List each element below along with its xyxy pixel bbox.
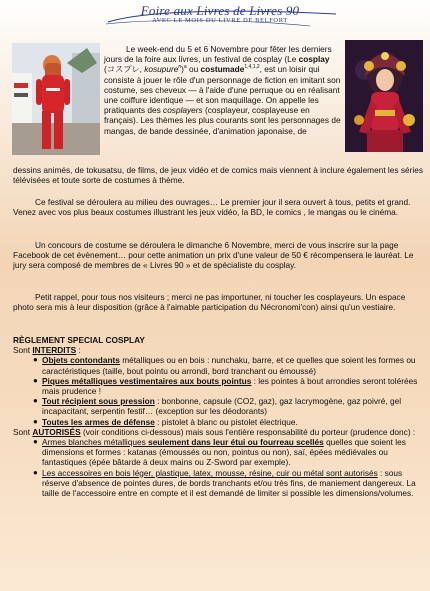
bullet-icon: ● [33,355,38,365]
header-subtitle: AVEC LE MOIS DU LIVRE DE BELFORT [152,17,288,24]
bullet-icon: ● [33,396,38,406]
bullet-icon: ● [33,467,38,477]
rules-heading: RÈGLEMENT SPECIAL COSPLAY [13,335,145,345]
intro-paragraph-continued: dessins animés, de tokusatsu, de films, de jeux vidéo et de comics mais viennent à inclure également les séries télévisées et toute sorte de costumes à thème. [13,165,423,186]
contest-paragraph: Un concours de costume se déroulera le dimanche 6 Novembre, merci de vous inscrire sur la page Facebook de cet évènement… pour cette animation un prix d'une valeur de 50 € récompensera le lauréat. Le jury sera composé de membres de « Livres 90 » et de spécialiste du cosplay. [13,240,414,271]
allowed-list [13,437,423,498]
cosplay-photo-right-image [345,40,423,152]
list-item: ● Toutes les armes de défense : pistolet à blanc ou pistolet électrique. [33,416,298,427]
allowed-heading: Sont AUTORISÉS (voir conditions ci-dessous) mais sous l'entière responsabilité du porteur (prudence donc) : [13,426,416,437]
header [100,4,340,30]
forbidden-list [13,355,423,426]
list-item: ● Objets contondants métalliques ou en bois : nunchaku, barre, et ce quelles que soient les formes ou caractéristiques (taille, bout pointu ou arrondi, bord tranchant ou émoussé) [33,355,416,376]
costumade-term: costumade [200,64,245,75]
list-item: ● Armes blanches métalliques seulement dans leur étui ou fourreau scellés quelles que soient les dimensions et formes : katanas (émoussés ou non, pointus ou non), saï, épées médiévales ou fantastiques (épée bâtarde à deux mains ou Z-Sword par exemple). [33,437,406,468]
cosplay-photo-left [12,43,100,155]
header-swoosh [100,10,340,30]
bullet-icon: ● [33,416,38,426]
list-item: ● Tout récipient sous pression : bonbonne, capsule (CO2, gaz), gaz lacrymogène, gaz poivré, gel incapacitant, serpentin festif… (exception sur les déodorants) [33,396,402,417]
list-item: ● Piques métalliques vestimentaires aux bouts pointus : les pointes à bout arrondies seront tolérées mais prudence ! [33,375,418,397]
cosplay-photo-left-image [12,43,100,155]
bullet-icon: ● [33,375,38,385]
reminder-paragraph: Petit rappel, pour tous nos visiteurs ; merci ne pas importuner, ni toucher les cosplayeurs. Un espace photo sera mis à leur disposition (grâce à l'aimable participation du Nécronomi'con) ainsi qu'un vestiaire. [13,292,406,313]
festival-paragraph: Ce festival se déroulera au milieu des ouvrages… Le premier jour il sera ouvert à tous, petits et grand. Venez avec vos plus beaux costumes illustrant les jeux vidéo, la BD, le comics , le mangas ou le cinéma. [13,197,411,218]
forbidden-heading: Sont INTERDITS : [13,345,81,356]
list-item: ● Les accessoires en bois léger, plastique, latex, mousse, résine, cuir ou métal sont autorisés : sous réserve d'absence de pointes dures, de bords tranchants et/ou très fins, de maniement dangereux. La taille de l'accessoire entre en compte et il est demandé de limiter si possible les dimensions/volumes. [33,467,416,499]
cosplay-term: cosplay [298,54,330,65]
cosplay-photo-right [345,40,423,152]
intro-paragraph: Le week-end du 5 et 6 Novembre pour fêter les derniers jours de la foire aux livres, un festival de cosplay (Le cosplay (コスプレ, kosupure$^n$)$^a$ ou costumade$^{1,4,1,2}$, est un loisir qui consiste à jouer le rôle d'un personnage de fiction en imitant son costume, ses cheveux — à l'aide d'une perruque ou en réalisant une coiffure identique — et son maquillage. On appelle les pratiquants des cosplayers (cosplayeur, cosplayeuse en français). Les thèmes les plus courants sont les personnages de mangas, de bande dessinée, d'animation japonaise, de [104,44,341,136]
cosplay-rules [13,335,423,498]
header-title: Foire aux Livres de Livres 90 [140,3,300,18]
bullet-icon: ● [33,437,38,447]
